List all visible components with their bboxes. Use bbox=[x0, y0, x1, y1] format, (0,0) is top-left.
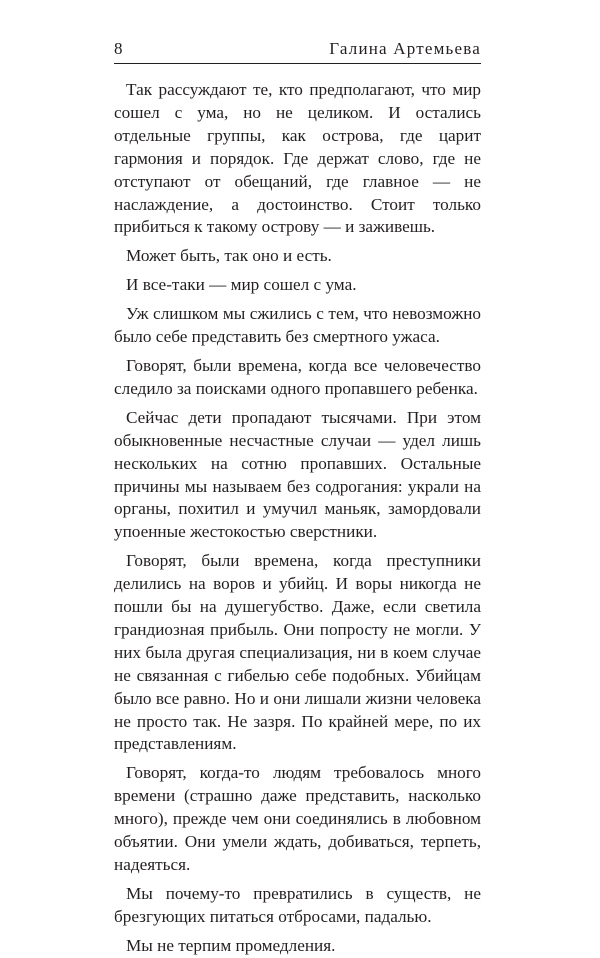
page-header bbox=[114, 38, 481, 66]
running-head-author: Галина Артемьева bbox=[329, 39, 481, 58]
body-text bbox=[114, 79, 481, 958]
paragraph: Мы почему-то превратились в существ, не брезгующих питаться отбросами, падалью. bbox=[114, 883, 481, 926]
paragraph: Уж слишком мы сжились с тем, что невозможно было себе представить без смертного ужаса. bbox=[114, 304, 481, 347]
paragraph: И все-таки — мир сошел с ума. bbox=[126, 275, 357, 295]
paragraph: Так рассуждают те, кто предполагают, что мир сошел с ума, но не целиком. И остались отдельные группы, как острова, где царит гармония и порядок. Где держат слово, где не отступают от обещаний, где главное — не наслаждение, а достоинство. Стоит только прибиться к такому острову — и заживешь. bbox=[114, 80, 481, 237]
paragraph: Сейчас дети пропадают тысячами. При этом обыкновенные несчастные случаи — удел лишь нескольких на сотню пропавших. Остальные причины мы называем без содрогания: украли на органы, похитил и умучил маньяк, замордовали упоенные жестокостью сверстники. bbox=[114, 407, 481, 542]
header-rule bbox=[114, 63, 481, 64]
page-number: 8 bbox=[114, 39, 123, 58]
paragraph: Мы не терпим промедления. bbox=[126, 935, 336, 955]
paragraph: Говорят, были времена, когда все человечество следило за поисками одного пропавшего ребенка. bbox=[114, 355, 481, 398]
paragraph: Говорят, когда-то людям требовалось много времени (страшно даже представить, насколько много), прежде чем они соединялись в любовном объятии. Они умели ждать, добиваться, терпеть, надеяться. bbox=[114, 763, 481, 874]
paragraph: Может быть, так оно и есть. bbox=[126, 246, 332, 266]
paragraph: Говорят, были времена, когда преступники делились на воров и убийц. И воры никогда не пошли бы на душегубство. Даже, если светила грандиозная прибыль. Они попросту не могли. У них была другая специализация, ни в коем случае не связанная с гибелью себе подобных. Убийцам было все равно. Но и они лишали жизни человека не просто так. Не зазря. По крайней мере, по их представлениям. bbox=[114, 551, 481, 754]
